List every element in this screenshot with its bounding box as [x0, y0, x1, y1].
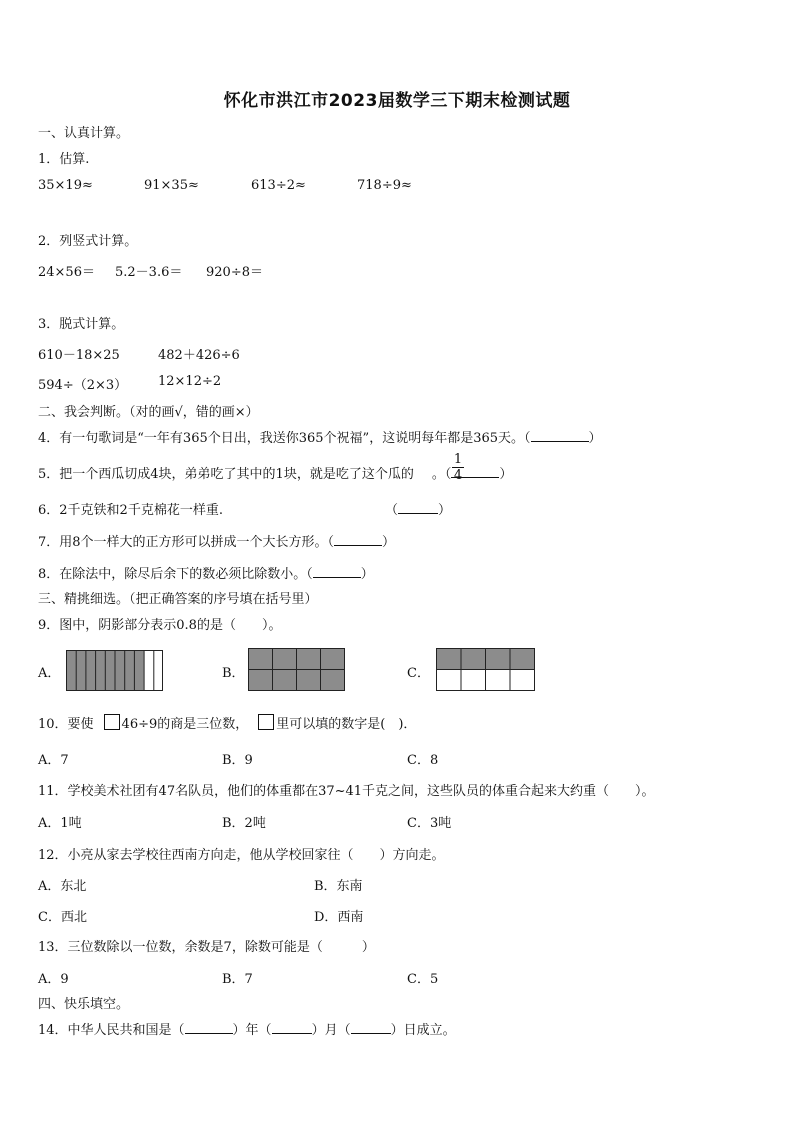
- q14-b: ）年（: [232, 1023, 272, 1038]
- answer-blank[interactable]: [313, 565, 361, 578]
- q5-line: [38, 463, 512, 482]
- q5-close: ）: [499, 467, 513, 482]
- answer-blank[interactable]: [531, 429, 589, 442]
- q3-item: 594÷（2×3）: [38, 378, 128, 393]
- q4-text: 4．有一句歌词是“一年有365个日出，我送你365个祝福”，这说明每年都是365天。（: [38, 431, 531, 446]
- fraction-denominator: 4: [453, 468, 463, 483]
- q11-option-c[interactable]: C．3吨: [407, 816, 452, 831]
- q4-line: [38, 427, 602, 446]
- q2-heading: 2．列竖式计算。: [38, 234, 138, 249]
- q4-close: ）: [588, 431, 602, 446]
- q9-option-c[interactable]: C．: [407, 666, 430, 681]
- answer-blank[interactable]: [272, 1021, 312, 1034]
- section-4-heading: 四、快乐填空。: [38, 997, 130, 1012]
- q6-close: ）: [438, 503, 452, 518]
- q10-pre: 10．要使: [38, 717, 94, 732]
- page-title: 怀化市洪江市2023届数学三下期末检测试题: [223, 91, 571, 111]
- q14-a: 14．中华人民共和国是（: [38, 1023, 185, 1038]
- q5-tail: 。（: [431, 467, 452, 482]
- q9-text: 9．图中，阴影部分表示0.8的是（ ）。: [38, 618, 282, 633]
- answer-blank[interactable]: [185, 1021, 233, 1034]
- q9-figure-b: [248, 648, 346, 692]
- q10-post: 里可以填的数字是( )．: [276, 717, 417, 732]
- q13-option-a[interactable]: A．9: [38, 972, 69, 987]
- q11-option-a[interactable]: A．1吨: [38, 816, 82, 831]
- answer-blank[interactable]: [334, 533, 382, 546]
- q12-text: 12．小亮从家去学校往西南方向走，他从学校回家往（ ）方向走。: [38, 848, 445, 863]
- blank-square-icon[interactable]: [258, 714, 274, 730]
- q14-d: ）日成立。: [390, 1023, 456, 1038]
- q6-answer: [385, 499, 451, 518]
- q10-option-a[interactable]: A．7: [38, 753, 69, 768]
- q12-option-d[interactable]: D．西南: [314, 910, 364, 925]
- section-2-heading: 二、我会判断。（对的画√，错的画×）: [38, 405, 259, 420]
- q10-mid: 46÷9的商是三位数，: [121, 717, 249, 732]
- q10-line: [38, 713, 416, 732]
- fraction-numerator: 1: [453, 452, 463, 467]
- q12-option-b[interactable]: B．东南: [314, 879, 363, 894]
- section-1-heading: 一、认真计算。: [38, 126, 130, 141]
- q9-figure-a: [66, 650, 164, 692]
- q3-item: 482＋426÷6: [158, 348, 240, 363]
- q3-item: 12×12÷2: [158, 374, 222, 389]
- fraction-one-quarter: [452, 452, 464, 483]
- q5-text: 5．把一个西瓜切成4块，弟弟吃了其中的1块，就是吃了这个瓜的: [38, 467, 414, 482]
- q13-text: 13．三位数除以一位数，余数是7，除数可能是（ ）: [38, 940, 375, 955]
- section-3-heading: 三、精挑细选。（把正确答案的序号填在括号里）: [38, 592, 318, 607]
- q13-option-b[interactable]: B．7: [222, 972, 253, 987]
- q8-line: [38, 563, 374, 582]
- q6-open: （: [385, 503, 399, 518]
- answer-blank[interactable]: [351, 1021, 391, 1034]
- q11-option-b[interactable]: B．2吨: [222, 816, 266, 831]
- q1-item: 613÷2≈: [251, 178, 306, 193]
- q10-option-c[interactable]: C．8: [407, 753, 439, 768]
- q10-option-b[interactable]: B．9: [222, 753, 253, 768]
- q11-text: 11．学校美术社团有47名队员，他们的体重都在37~41千克之间，这些队员的体重合起来大约重（ ）。: [38, 784, 655, 799]
- q13-option-c[interactable]: C．5: [407, 972, 439, 987]
- q3-item: 610－18×25: [38, 348, 120, 363]
- q1-item: 91×35≈: [144, 178, 199, 193]
- q8-close: ）: [360, 567, 374, 582]
- q9-figure-c: [436, 648, 536, 692]
- q7-line: [38, 531, 395, 550]
- q1-item: 35×19≈: [38, 178, 93, 193]
- q12-option-a[interactable]: A．东北: [38, 879, 87, 894]
- q9-option-b[interactable]: B．: [222, 666, 245, 681]
- q9-option-a[interactable]: A．: [38, 666, 61, 681]
- q8-text: 8．在除法中，除尽后余下的数必须比除数小。（: [38, 567, 313, 582]
- q1-item: 718÷9≈: [357, 178, 412, 193]
- q7-text: 7．用8个一样大的正方形可以拼成一个大长方形。（: [38, 535, 335, 550]
- q7-close: ）: [382, 535, 396, 550]
- q2-item: 5.2－3.6＝: [115, 265, 183, 280]
- q1-heading: 1．估算.: [38, 152, 90, 167]
- q6-text: 6．2千克铁和2千克棉花一样重.: [38, 503, 223, 518]
- q14-line: [38, 1019, 456, 1038]
- q3-heading: 3．脱式计算。: [38, 317, 125, 332]
- q12-option-c[interactable]: C．西北: [38, 910, 87, 925]
- answer-blank[interactable]: [398, 501, 438, 514]
- blank-square-icon[interactable]: [104, 714, 120, 730]
- q2-item: 920÷8＝: [206, 265, 263, 280]
- q14-c: ）月（: [311, 1023, 351, 1038]
- q2-item: 24×56＝: [38, 265, 95, 280]
